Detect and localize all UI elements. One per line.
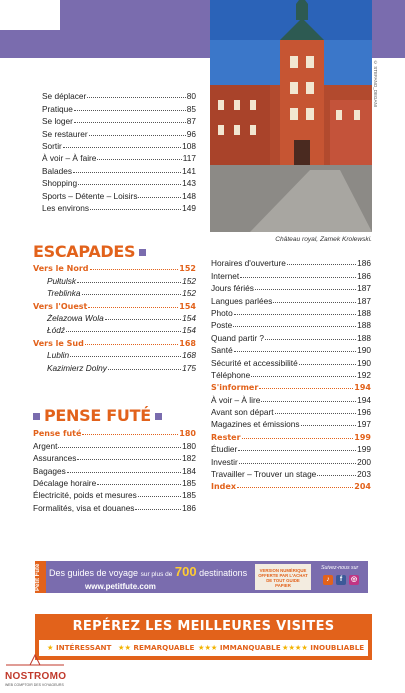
toc-leader-dots — [87, 97, 185, 98]
toc-entry-page: 199 — [357, 444, 371, 455]
toc-entry-label: Électricité, poids et mesures — [33, 490, 137, 501]
toc-entry-label: Décalage horaire — [33, 477, 97, 488]
nostromo-watermark — [2, 653, 68, 691]
toc-entry-page: 152 — [182, 275, 196, 286]
level-1 — [47, 643, 111, 652]
ad-count: 700 — [174, 564, 197, 579]
toc-entry-page: 185 — [182, 477, 196, 488]
toc-leader-dots — [233, 326, 356, 327]
toc-entry-label: Internet — [211, 270, 240, 281]
toc-right-list — [211, 256, 371, 491]
toc-entry-label: Se loger — [42, 116, 73, 127]
toc-entry[interactable] — [42, 89, 196, 101]
instagram-icon[interactable]: ◎ — [350, 576, 358, 583]
toc-entry-label: Vers le Nord — [33, 264, 89, 274]
toc-leader-dots — [82, 434, 178, 435]
toc-entry-page: 194 — [354, 383, 371, 393]
toc-entry-page: 154 — [179, 301, 196, 311]
toc-leader-dots — [301, 425, 357, 426]
toc-leader-dots — [90, 209, 181, 210]
toc-leader-dots — [70, 356, 181, 357]
toc-entry-label: Les environs — [42, 202, 90, 213]
toc-leader-dots — [234, 314, 356, 315]
photo-credit: © STEFANO_DEGANI — [373, 60, 378, 108]
toc-entry-page: 186 — [182, 502, 196, 513]
toc-entry-label: Travailler – Trouver un stage — [211, 469, 317, 480]
toc-entry[interactable] — [211, 343, 371, 355]
toc-entry[interactable] — [211, 293, 371, 305]
toc-entry-page: 143 — [182, 178, 196, 189]
toc-entry-page: 199 — [354, 432, 371, 442]
toc-entry[interactable] — [33, 323, 196, 335]
toc-entry[interactable] — [42, 201, 196, 213]
escapades-title: ESCAPADES — [33, 242, 136, 261]
toc-entry[interactable] — [211, 479, 371, 491]
toc-top-list — [42, 89, 196, 213]
toc-entry[interactable] — [33, 348, 196, 360]
toc-leader-dots — [138, 496, 181, 497]
toc-entry-page: 186 — [357, 270, 371, 281]
toc-entry-label: Santé — [211, 345, 233, 356]
toc-entry[interactable] — [211, 256, 371, 268]
toc-entry[interactable] — [33, 298, 196, 310]
castle-photo — [210, 0, 372, 232]
escapades-heading — [33, 242, 150, 261]
toc-leader-dots — [90, 269, 179, 270]
toc-entry-page: 180 — [179, 429, 196, 439]
toc-entry-page: 190 — [357, 357, 371, 368]
toc-entry-label: Jours fériés — [211, 283, 254, 294]
toc-entry[interactable] — [42, 188, 196, 200]
ad-line-c: destinations — [199, 568, 248, 578]
toc-leader-dots — [135, 509, 181, 510]
ad-url-link[interactable]: www.petitfute.com — [85, 582, 156, 591]
toc-entry[interactable] — [33, 286, 196, 298]
toc-entry[interactable] — [211, 318, 371, 330]
toc-entry-page: 185 — [182, 490, 196, 501]
toc-entry-label: Rester — [211, 432, 241, 442]
toc-entry-label: Se restaurer — [42, 128, 88, 139]
toc-entry[interactable] — [42, 139, 196, 151]
toc-entry[interactable] — [33, 273, 196, 285]
toc-entry[interactable] — [33, 451, 196, 463]
toc-entry-label: Argent — [33, 440, 58, 451]
toc-entry[interactable] — [33, 476, 196, 488]
petitfute-ad[interactable] — [35, 561, 368, 593]
toc-entry-label: Langues parlées — [211, 295, 273, 306]
toc-entry[interactable] — [211, 368, 371, 380]
photo-caption: Château royal, Zamek Krolewski. — [275, 236, 372, 243]
toc-leader-dots — [89, 135, 186, 136]
toc-leader-dots — [74, 122, 186, 123]
toc-entry[interactable] — [33, 311, 196, 323]
level-2 — [118, 643, 194, 652]
toc-leader-dots — [97, 484, 181, 485]
toc-leader-dots — [66, 331, 181, 332]
toc-entry[interactable] — [211, 467, 371, 479]
toc-entry-label: Étudier — [211, 444, 238, 455]
toc-entry[interactable] — [211, 405, 371, 417]
ad-headline — [49, 564, 247, 579]
toc-leader-dots — [251, 376, 356, 377]
toc-entry-page: 80 — [186, 91, 196, 102]
toc-entry-label: Lublin — [47, 350, 70, 361]
toc-entry[interactable] — [42, 176, 196, 188]
toc-entry-page: 182 — [182, 453, 196, 464]
level-label: REMARQUABLE — [133, 643, 195, 652]
toc-entry[interactable] — [33, 335, 196, 347]
toc-entry-label: Pratique — [42, 103, 73, 114]
toc-leader-dots — [67, 472, 181, 473]
toc-entry-label: Formalités, visa et douanes — [33, 502, 135, 513]
toc-entry[interactable] — [33, 261, 196, 273]
toc-leader-dots — [77, 282, 181, 283]
toc-entry[interactable] — [211, 330, 371, 342]
toc-entry-page: 85 — [186, 103, 196, 114]
toc-entry[interactable] — [211, 268, 371, 280]
toc-entry[interactable] — [42, 101, 196, 113]
toc-leader-dots — [238, 450, 356, 451]
toc-entry-label: Pułtulsk — [47, 275, 77, 286]
level-3 — [198, 643, 281, 652]
toc-leader-dots — [242, 438, 354, 439]
toc-entry-page: 197 — [357, 419, 371, 430]
star-icon: ★★ — [118, 643, 131, 652]
toc-entry[interactable] — [211, 392, 371, 404]
toc-entry-page: 188 — [357, 320, 371, 331]
toc-entry[interactable] — [211, 429, 371, 441]
level-label: INOUBLIABLE — [310, 643, 365, 652]
toc-entry[interactable] — [33, 463, 196, 475]
toc-leader-dots — [85, 344, 178, 345]
toc-entry[interactable] — [42, 126, 196, 138]
toc-leader-dots — [105, 319, 181, 320]
toc-leader-dots — [237, 487, 353, 488]
toc-entry-page: 200 — [357, 456, 371, 467]
toc-entry-page: 154 — [182, 325, 196, 336]
toc-entry-page: 87 — [186, 116, 196, 127]
toc-entry-label: Poste — [211, 320, 233, 331]
toc-leader-dots — [275, 413, 357, 414]
toc-entry-label: Assurances — [33, 453, 77, 464]
toc-entry-label: Se déplacer — [42, 91, 87, 102]
toc-entry-page: 154 — [182, 312, 196, 323]
level-label: IMMANQUABLE — [219, 643, 281, 652]
pense-fute-list — [33, 426, 196, 513]
toc-entry-label: Quand partir ? — [211, 332, 265, 343]
petitfute-logo: Petit Futé — [35, 561, 46, 593]
facebook-icon[interactable]: f — [336, 575, 346, 585]
toc-entry-page: 168 — [182, 350, 196, 361]
banner-title: REPÉREZ LES MEILLEURES VISITES — [72, 619, 335, 634]
toc-entry-page: 187 — [357, 295, 371, 306]
toc-entry-page: 180 — [182, 440, 196, 451]
toc-entry[interactable] — [211, 281, 371, 293]
toc-entry-page: 190 — [357, 345, 371, 356]
toc-leader-dots — [265, 339, 356, 340]
level-4 — [282, 643, 364, 652]
toc-leader-dots — [78, 184, 181, 185]
toc-entry-page: 188 — [357, 307, 371, 318]
ad-follow-text: Suivez-nous sur — [321, 565, 359, 571]
toc-entry-label: Łódź — [47, 325, 65, 336]
toc-leader-dots — [299, 364, 356, 365]
toc-entry-page: 203 — [357, 469, 371, 480]
toc-leader-dots — [63, 147, 181, 148]
level-label: INTÉRESSANT — [55, 643, 112, 652]
toc-entry-label: Investir — [211, 456, 238, 467]
toc-leader-dots — [317, 475, 356, 476]
toc-entry-page: 152 — [182, 288, 196, 299]
pense-fute-title: PENSE FUTÉ — [44, 406, 151, 425]
toc-leader-dots — [82, 294, 182, 295]
toc-entry[interactable] — [211, 355, 371, 367]
toc-entry-label: Sports – Détente – Loisirs — [42, 190, 138, 201]
nostromo-emblem-icon — [2, 653, 68, 673]
toc-entry[interactable] — [33, 500, 196, 512]
toc-entry-page: 141 — [182, 165, 196, 176]
toc-leader-dots — [73, 172, 181, 173]
toc-entry-page: 96 — [186, 128, 196, 139]
toc-entry-page: 187 — [357, 283, 371, 294]
ad-book-text: VERSION NUMÉRIQUE OFFERTE PAR L'ACHAT DE TOUT GUIDE PAPIER — [258, 568, 308, 588]
toc-entry[interactable] — [211, 454, 371, 466]
toc-leader-dots — [88, 307, 178, 308]
toc-leader-dots — [273, 302, 356, 303]
toc-entry-label: Treblinka — [47, 288, 81, 299]
toc-entry-label: Balades — [42, 165, 72, 176]
toc-entry[interactable] — [211, 442, 371, 454]
toc-leader-dots — [77, 459, 181, 460]
square-bullet-icon — [155, 413, 162, 420]
toc-entry-page: 175 — [182, 362, 196, 373]
toc-entry[interactable] — [211, 306, 371, 318]
toc-leader-dots — [255, 289, 356, 290]
bell-icon[interactable]: ♪ — [323, 575, 333, 585]
toc-entry-label: Index — [211, 482, 236, 492]
toc-leader-dots — [240, 277, 356, 278]
toc-entry[interactable] — [33, 488, 196, 500]
toc-entry-page: 117 — [182, 153, 196, 164]
toc-entry-page: 168 — [179, 338, 196, 348]
toc-entry-page: 188 — [357, 332, 371, 343]
ad-line-b: sur plus de — [140, 571, 173, 578]
toc-leader-dots — [287, 264, 356, 265]
toc-entry-label: Vers le Sud — [33, 338, 84, 348]
star-icon: ★★★★ — [282, 643, 308, 652]
toc-entry[interactable] — [211, 380, 371, 392]
toc-entry-label: Téléphone — [211, 369, 251, 380]
toc-entry-page: 184 — [182, 465, 196, 476]
toc-entry-label: S'informer — [211, 383, 259, 393]
toc-leader-dots — [58, 447, 181, 448]
toc-entry-label: Sécurité et accessibilité — [211, 357, 298, 368]
toc-entry-page: 196 — [357, 407, 371, 418]
toc-entry-label: Sortir — [42, 140, 62, 151]
toc-entry-label: Bagages — [33, 465, 66, 476]
toc-entry[interactable] — [42, 114, 196, 126]
toc-entry[interactable] — [211, 417, 371, 429]
toc-entry-page: 149 — [182, 202, 196, 213]
toc-entry[interactable] — [33, 426, 196, 438]
toc-entry[interactable] — [33, 438, 196, 450]
star-icon: ★★★ — [198, 643, 218, 652]
toc-entry-page: 186 — [357, 258, 371, 269]
toc-entry-page: 192 — [357, 369, 371, 380]
toc-entry-label: Żelazowa Wola — [47, 312, 104, 323]
toc-leader-dots — [234, 351, 356, 352]
toc-entry-page: 108 — [182, 140, 196, 151]
toc-entry[interactable] — [42, 151, 196, 163]
toc-leader-dots — [74, 110, 186, 111]
toc-entry[interactable] — [42, 163, 196, 175]
toc-entry-label: Pense futé — [33, 429, 82, 439]
toc-entry-page: 148 — [182, 190, 196, 201]
toc-entry-label: Magazines et émissions — [211, 419, 300, 430]
toc-entry-label: Vers l'Ouest — [33, 301, 88, 311]
square-bullet-icon — [33, 413, 40, 420]
toc-entry-page: 204 — [354, 482, 371, 492]
toc-entry[interactable] — [33, 360, 196, 372]
toc-entry-label: À voir – À lire — [211, 394, 261, 405]
toc-entry-label: À voir – À faire — [42, 153, 97, 164]
ad-line-a: Des guides de voyage — [49, 568, 139, 578]
escapades-list — [33, 261, 196, 373]
toc-entry-label: Shopping — [42, 178, 78, 189]
toc-entry-label: Avant son départ — [211, 407, 274, 418]
toc-leader-dots — [138, 197, 181, 198]
toc-leader-dots — [259, 388, 353, 389]
watermark-name: NOSTROMO — [5, 671, 67, 682]
toc-entry-label: Horaires d'ouverture — [211, 258, 286, 269]
square-bullet-icon — [139, 249, 146, 256]
top-left-blank — [0, 0, 60, 30]
toc-leader-dots — [261, 401, 356, 402]
watermark-sub: WEB COMPTOIR DES VOYAGEURS — [5, 683, 64, 687]
star-icon: ★ — [47, 643, 54, 652]
rating-banner — [35, 614, 372, 660]
toc-entry-label: Photo — [211, 307, 233, 318]
toc-entry-page: 152 — [179, 264, 196, 274]
toc-leader-dots — [97, 159, 181, 160]
toc-entry-label: Kazimierz Dolny — [47, 362, 107, 373]
toc-leader-dots — [108, 369, 181, 370]
toc-leader-dots — [239, 463, 356, 464]
toc-entry-page: 194 — [357, 394, 371, 405]
pense-fute-heading — [33, 406, 166, 425]
